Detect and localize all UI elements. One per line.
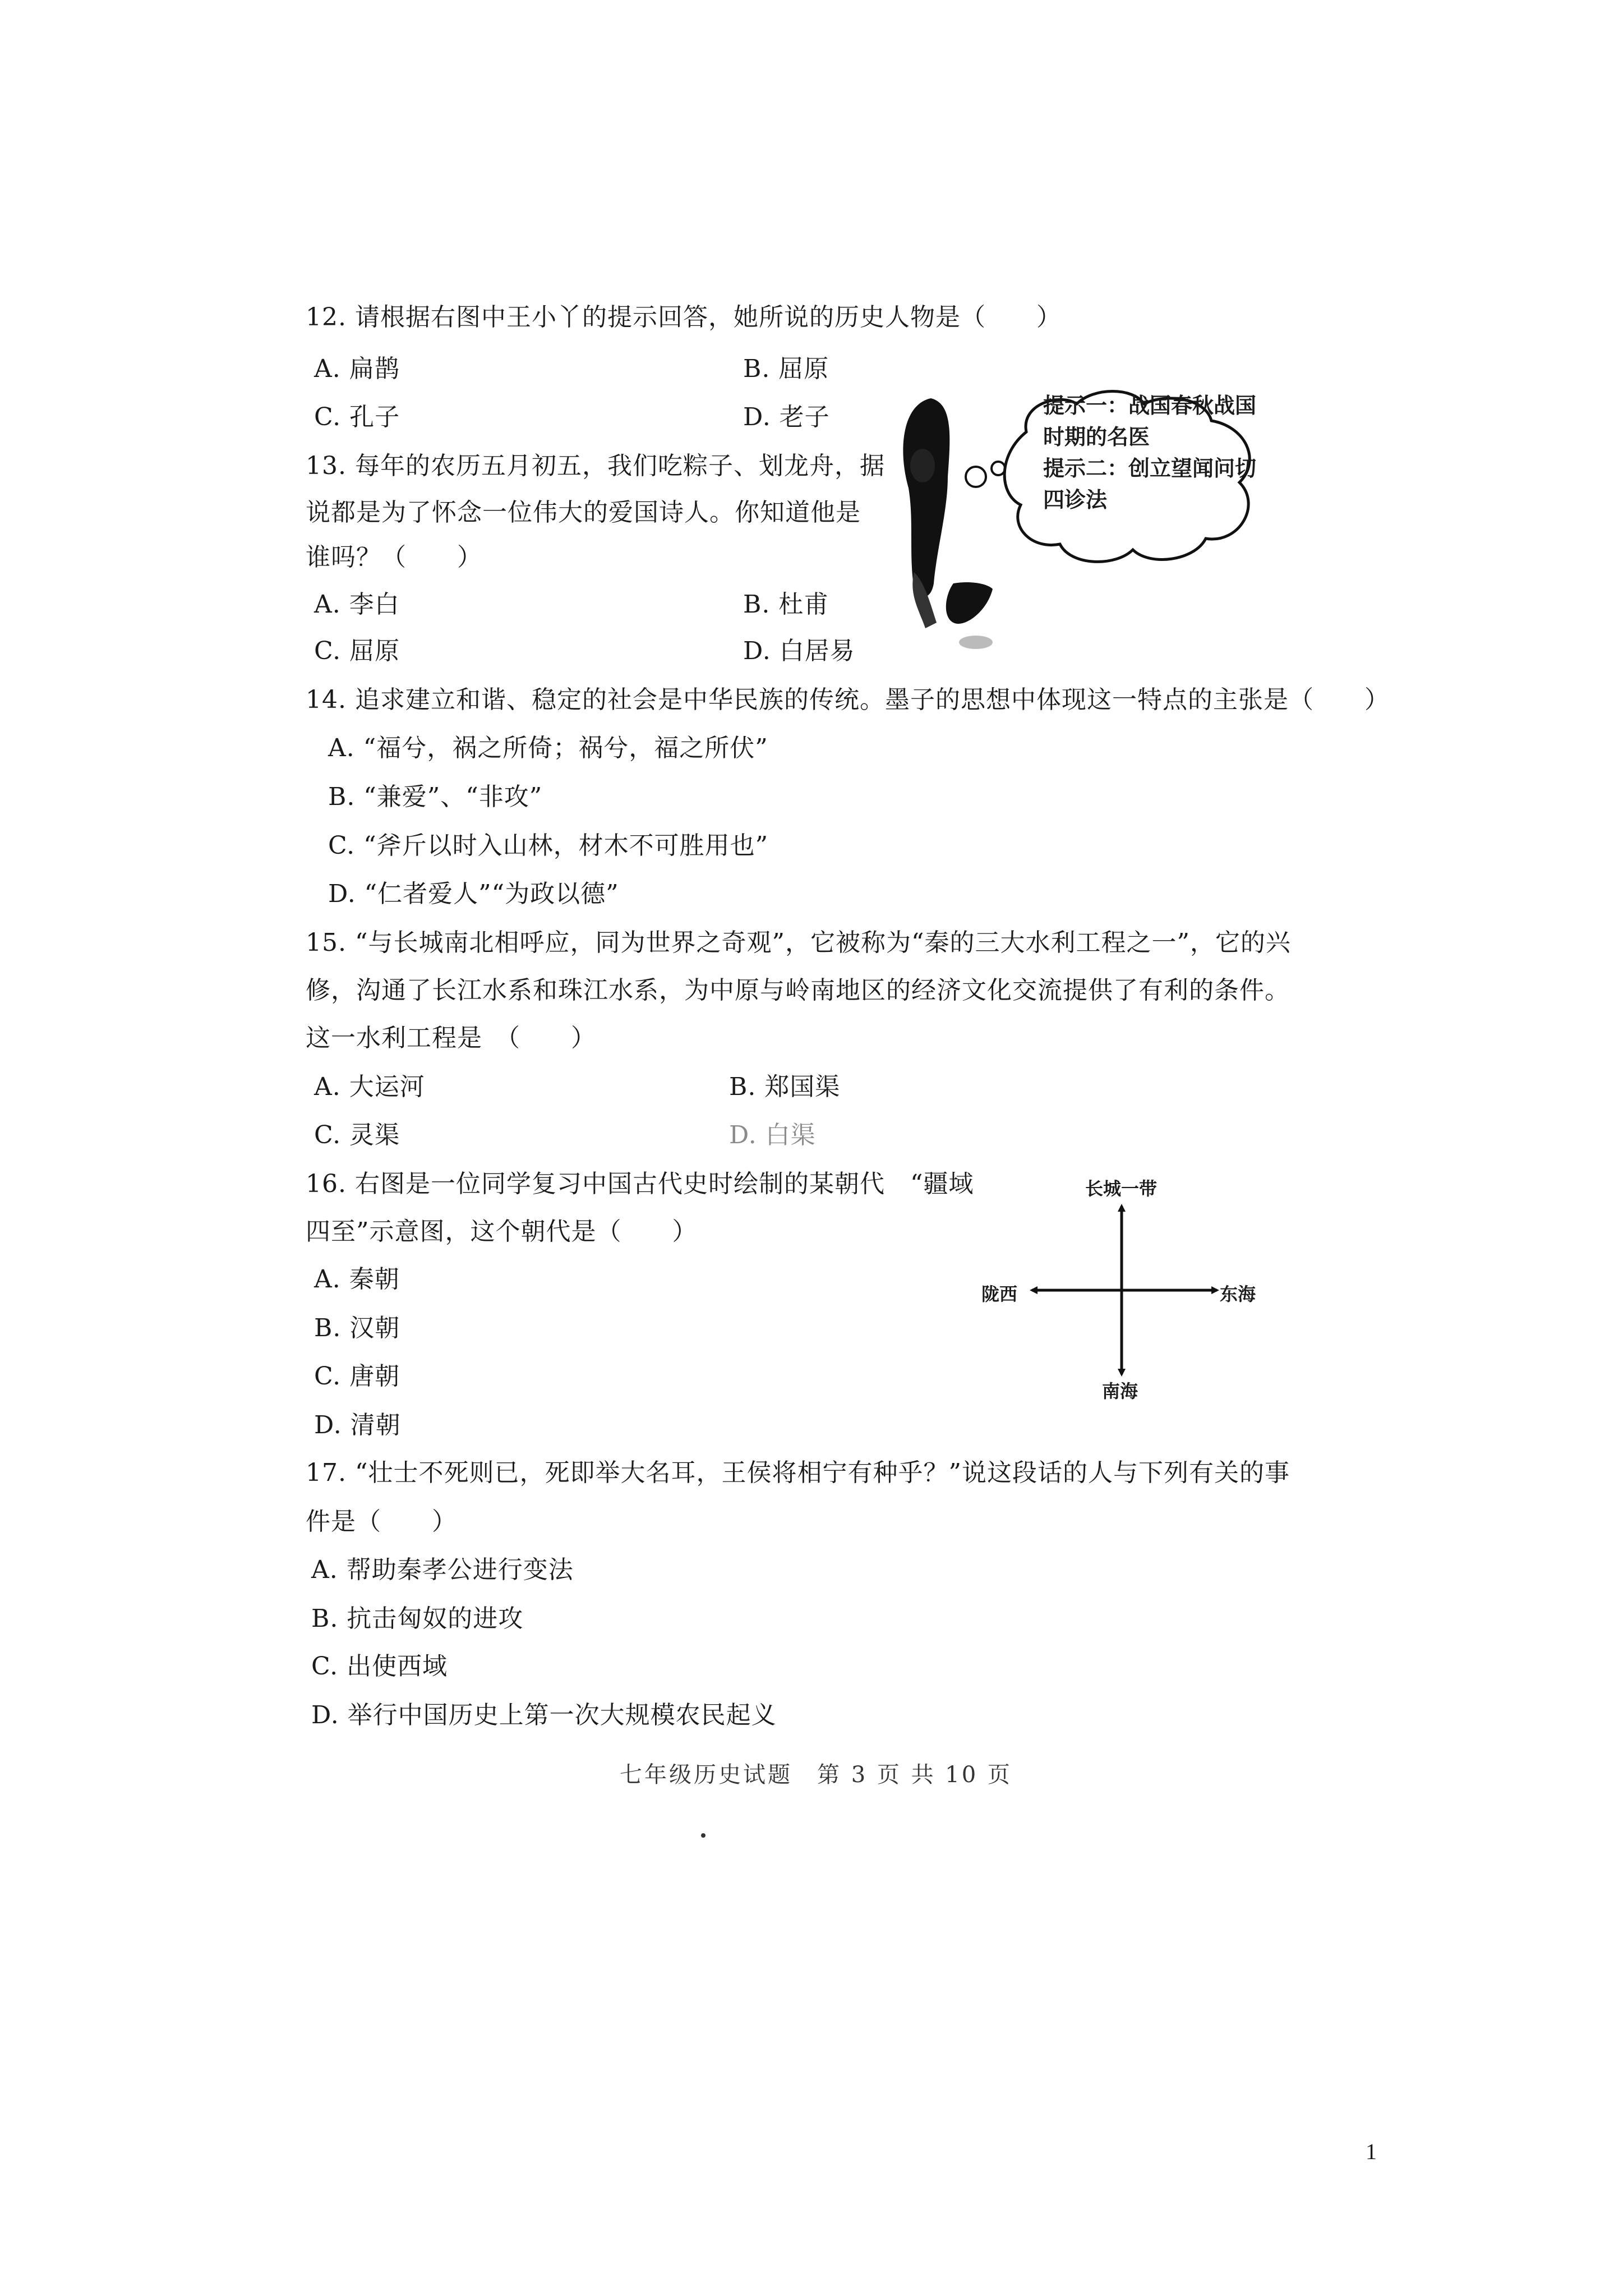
q12-option-a: A. 扁鹊 — [314, 355, 400, 383]
q12-option-b: B. 屈原 — [743, 355, 829, 383]
q15-stem-line-1: 15. “与长城南北相呼应，同为世界之奇观”，它被称为“秦的三大水利工程之一”，它的兴 — [306, 928, 1291, 957]
q14-option-c: C. “斧斤以时入山林，材木不可胜用也” — [328, 831, 769, 860]
thought-bubble-hints — [1043, 390, 1267, 516]
scan-dot — [701, 1833, 706, 1838]
q17-option-c: C. 出使西域 — [311, 1652, 448, 1681]
q16-option-d: D. 清朝 — [314, 1411, 401, 1439]
q15-option-c: C. 灵渠 — [314, 1121, 400, 1149]
q13-stem-line-3: 谁吗？（ ） — [306, 543, 482, 572]
compass-east-label: 东海 — [1220, 1283, 1256, 1305]
q15-stem-line-2: 修，沟通了长江水系和珠江水系，为中原与岭南地区的经济文化交流提供了有利的条件。 — [306, 976, 1290, 1005]
compass-north-label: 长城一带 — [1085, 1178, 1158, 1199]
q12-option-d: D. 老子 — [743, 403, 830, 431]
q17-stem-line-1: 17. “壮士不死则已，死即举大名耳，王侯将相宁有种乎？”说这段话的人与下列有关的事 — [306, 1458, 1290, 1487]
hint-two: 提示二：创立望闻问切四诊法 — [1043, 455, 1257, 512]
q15-option-a: A. 大运河 — [314, 1073, 425, 1101]
q13-option-b: B. 杜甫 — [743, 590, 829, 619]
q15-stem-line-3: 这一水利工程是 （ ） — [306, 1024, 596, 1052]
q15-option-d: D. 白渠 — [729, 1121, 816, 1149]
page-footer: 七年级历史试题 第 3 页 共 10 页 — [620, 1762, 1012, 1788]
q17-option-b: B. 抗击匈奴的进攻 — [311, 1604, 524, 1633]
q12-stem: 12. 请根据右图中王小丫的提示回答，她所说的历史人物是（ ） — [306, 303, 1062, 332]
q16-stem-line-1: 16. 右图是一位同学复习中国古代史时绘制的某朝代 “疆域 — [306, 1170, 974, 1198]
q17-stem-line-2: 件是（ ） — [306, 1507, 457, 1536]
q16-option-c: C. 唐朝 — [314, 1362, 400, 1391]
q17-option-a: A. 帮助秦孝公进行变法 — [311, 1556, 574, 1584]
page-number: 1 — [1366, 2139, 1377, 2164]
q13-stem-line-2: 说都是为了怀念一位伟大的爱国诗人。你知道他是 — [306, 498, 861, 527]
q16-option-b: B. 汉朝 — [314, 1314, 400, 1342]
q16-option-a: A. 秦朝 — [314, 1265, 400, 1294]
q13-option-c: C. 屈原 — [314, 637, 400, 665]
q13-option-d: D. 白居易 — [743, 637, 855, 665]
q12-option-c: C. 孔子 — [314, 403, 400, 431]
q13-option-a: A. 李白 — [314, 590, 400, 619]
compass-west-label: 陇西 — [981, 1283, 1018, 1305]
q13-stem-line-1: 13. 每年的农历五月初五，我们吃粽子、划龙舟，据 — [306, 452, 885, 480]
compass-south-label: 南海 — [1102, 1381, 1138, 1402]
q14-stem: 14. 追求建立和谐、稳定的社会是中华民族的传统。墨子的思想中体现这一特点的主张是（ ） — [306, 685, 1390, 714]
compass-arrows — [987, 1172, 1256, 1408]
q17-option-d: D. 举行中国历史上第一次大规模农民起义 — [311, 1701, 777, 1729]
hint-one: 提示一：战国春秋战国时期的名医 — [1043, 393, 1257, 449]
q14-option-d: D. “仁者爱人”“为政以德” — [328, 880, 619, 908]
q15-option-b: B. 郑国渠 — [729, 1073, 841, 1101]
q16-stem-line-2: 四至”示意图，这个朝代是（ ） — [306, 1217, 698, 1246]
q14-option-b: B. “兼爱”、“非攻” — [328, 783, 543, 811]
q14-option-a: A. “福兮，祸之所倚；祸兮，福之所伏” — [328, 734, 768, 762]
territory-compass-diagram — [981, 1172, 1256, 1408]
